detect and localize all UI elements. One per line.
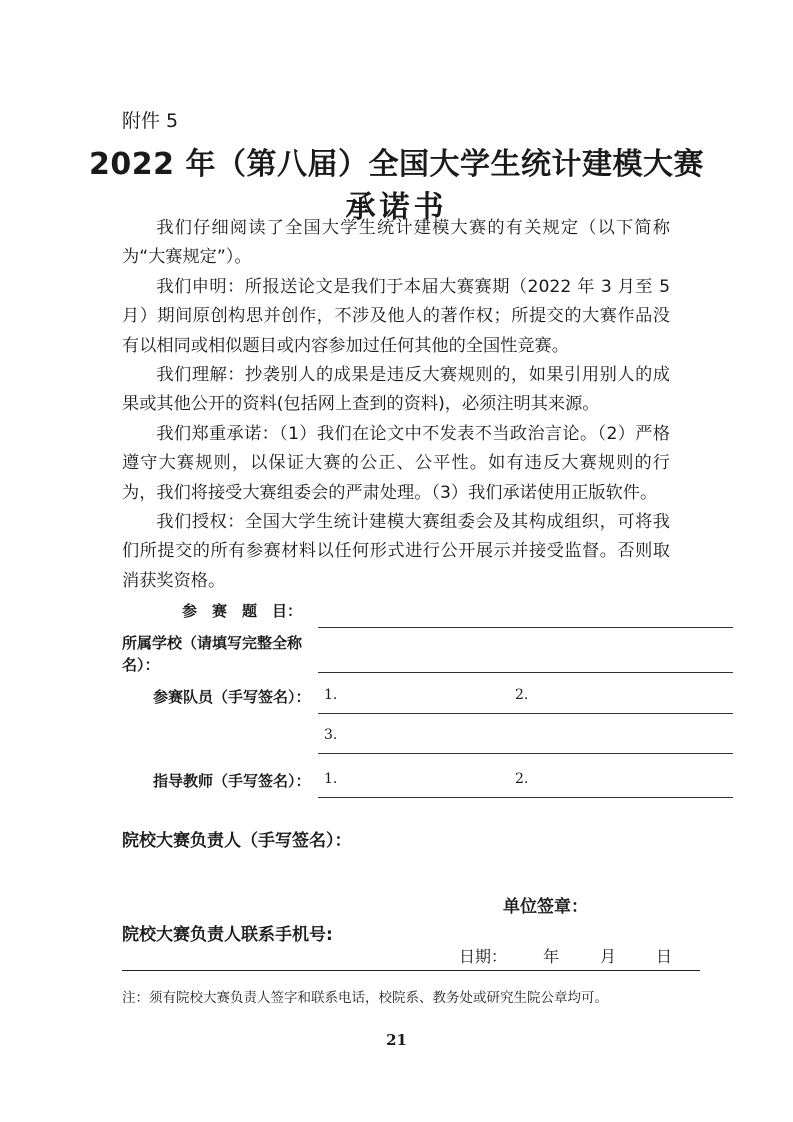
unit-seal-label: 单位签章： (503, 897, 588, 917)
school-line[interactable] (318, 672, 733, 673)
date-day: 日 (656, 947, 673, 966)
teacher-1-number: 1. (324, 771, 338, 787)
paragraph: 我们仔细阅读了全国大学生统计建模大赛的有关规定（以下简称为“大赛规定”）。 (122, 218, 670, 268)
date-month: 月 (600, 947, 617, 966)
leader-signature-label: 院校大赛负责人（手写签名）： (122, 831, 352, 851)
footnote: 注：须有院校大赛负责人签字和联系电话，校院系、教务处或研究生院公章均可。 (122, 990, 608, 1006)
paragraph: 我们授权：全国大学生统计建模大赛组委会及其构成组织，可将我们所提交的所有参赛材料以任何形式进行公开展示并接受监督。否则取消获奖资格。 (122, 512, 670, 591)
paragraph: 我们郑重承诺：（1）我们在论文中不发表不当政治言论。（2）严格遵守大赛规则，以保证大赛的公正、公平性。如有违反大赛规则的行为，我们将接受大赛组委会的严肃处理。（3）我们承诺使用正版软件。 (122, 423, 670, 503)
footer-divider (122, 970, 700, 971)
member-2-number: 2. (515, 687, 529, 703)
page-number: 21 (386, 1031, 407, 1049)
members-line-1[interactable] (318, 713, 733, 714)
teachers-label: 指导教师（手写签名）： (153, 772, 311, 790)
member-3-number: 3. (324, 727, 338, 743)
paragraph: 我们理解：抄袭别人的成果是违反大赛规则的，如果引用别人的成果或其他公开的资料(包括网上查到的资料)，必须注明其来源。 (122, 365, 670, 415)
attachment-label: 附件 5 (122, 110, 179, 132)
members-line-2[interactable] (318, 753, 733, 754)
school-label: 所属学校（请填写完整全称 (122, 634, 303, 652)
date-year: 年 (543, 947, 560, 966)
paragraph: 我们申明：所报送论文是我们于本届大赛赛期（2022 年 3 月至 5 月）期间原创构思并创作，不涉及他人的著作权；所提交的大赛作品没有以相同或相似题目或内容参加过任何其他的全国性竞赛。 (122, 276, 670, 356)
topic-label: 参 赛 题 目： (182, 602, 303, 620)
teachers-line[interactable] (318, 797, 733, 798)
member-1-number: 1. (324, 687, 338, 703)
page-subtitle: 承诺书 (345, 190, 448, 225)
page-title: 2022 年（第八届）全国大学生统计建模大赛 (89, 147, 704, 182)
date-label: 日期： (459, 947, 508, 966)
leader-phone-label: 院校大赛负责人联系手机号: (122, 925, 333, 945)
topic-line[interactable] (318, 627, 733, 628)
teacher-2-number: 2. (515, 771, 529, 787)
school-label-cont: 名）： (122, 656, 160, 674)
pledge-body (122, 214, 670, 596)
members-label: 参赛队员（手写签名）： (153, 688, 311, 706)
